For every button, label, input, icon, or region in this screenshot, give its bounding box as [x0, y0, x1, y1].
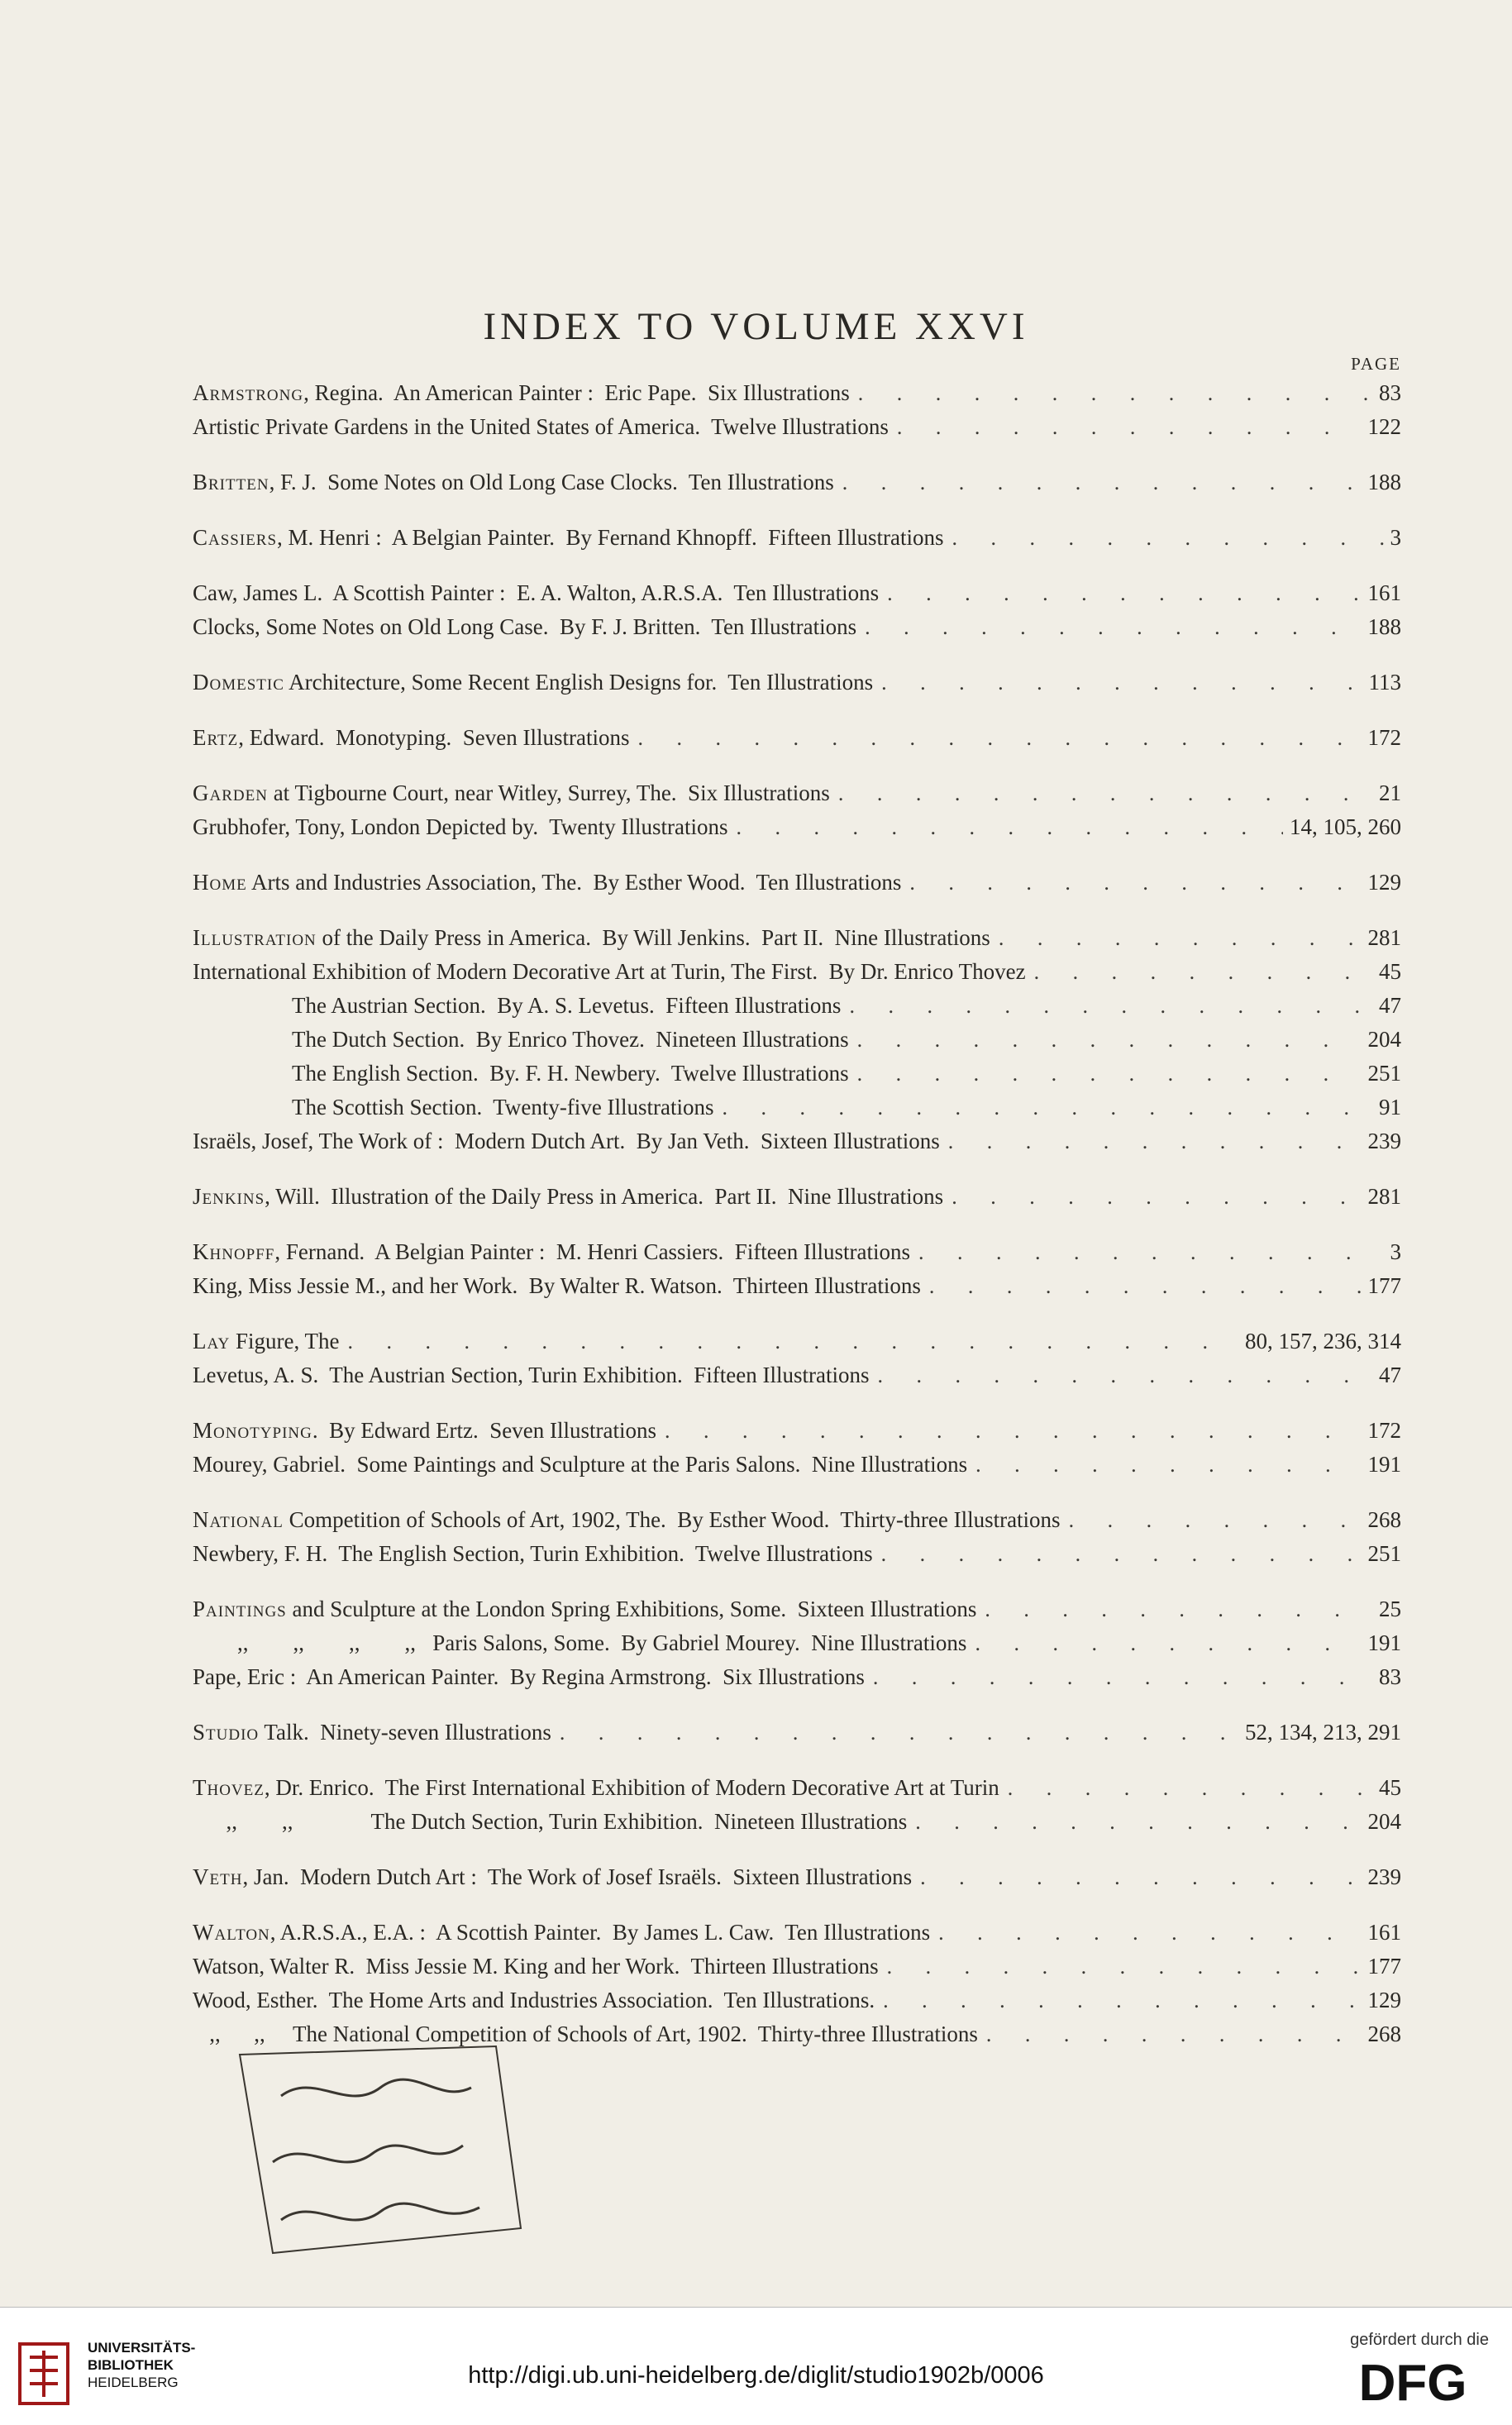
- leader-dots: [930, 1916, 1361, 1950]
- entry-text-segment: Grubhofer, Tony, London Depicted by. Twenty Illustrations: [193, 814, 728, 839]
- leader-dots: [849, 1023, 1362, 1057]
- leader-dots: [999, 1771, 1372, 1805]
- index-entry: [193, 1414, 1401, 1448]
- index-entry: [193, 1124, 1401, 1158]
- entry-text-segment: , Regina. An American Painter : Eric Pape. Six Illustrations: [303, 380, 850, 405]
- entry-page-number: 45: [1379, 1775, 1401, 1800]
- leader-dots: [850, 376, 1372, 410]
- entry-text: [193, 955, 1026, 989]
- index-group: [193, 666, 1401, 699]
- entry-page-number: 281: [1367, 925, 1401, 950]
- entry-text: [292, 1057, 849, 1091]
- entry-page-number: 188: [1367, 614, 1401, 639]
- entry-text: [193, 721, 629, 755]
- entry-text: [193, 1592, 976, 1626]
- entry-headword: Walton: [193, 1920, 270, 1945]
- index-group: [193, 1592, 1401, 1694]
- entry-text-segment: , Dr. Enrico. The First International Exhibition of Modern Decorative Art at Turin: [264, 1775, 999, 1800]
- entry-text: [193, 576, 879, 610]
- page-title: INDEX TO VOLUME XXVI: [483, 305, 1029, 348]
- leader-dots: [873, 666, 1362, 699]
- entry-text-segment: Caw, James L. A Scottish Painter : E. A. Walton, A.R.S.A. Ten Illustrations: [193, 580, 880, 605]
- leader-dots: [879, 1950, 1362, 1983]
- index-entry: [193, 576, 1401, 610]
- entry-page-number: 3: [1390, 1239, 1401, 1264]
- entry-text: [193, 1805, 907, 1839]
- entry-page-number: 83: [1379, 1664, 1401, 1689]
- index-entry: [193, 610, 1401, 644]
- leader-dots: [834, 465, 1362, 499]
- entry-page-number: 3: [1390, 525, 1401, 550]
- entry-page-number: 47: [1379, 993, 1401, 1018]
- index-entry: [193, 376, 1401, 410]
- entry-text: [292, 1091, 714, 1124]
- leader-dots: [551, 1716, 1238, 1750]
- index-entry: [193, 1325, 1401, 1358]
- entry-page-number: 177: [1367, 1954, 1401, 1979]
- index-entry: [193, 1269, 1401, 1303]
- entry-page-number: 80, 157, 236, 314: [1245, 1329, 1401, 1353]
- entry-page-number: 172: [1367, 725, 1401, 750]
- index-entry: [193, 1592, 1401, 1626]
- index-entry: [193, 1860, 1401, 1894]
- entry-page-number: 172: [1367, 1418, 1401, 1443]
- entry-headword: Paintings: [193, 1597, 287, 1621]
- leader-dots: [728, 810, 1283, 844]
- index-entry: [193, 410, 1401, 444]
- leader-dots: [656, 1414, 1361, 1448]
- entry-page-number: 191: [1367, 1630, 1401, 1655]
- leader-dots: [841, 989, 1372, 1023]
- entry-page-number: 188: [1367, 470, 1401, 494]
- index-entry: [193, 465, 1401, 499]
- index-group: [193, 465, 1401, 499]
- entry-text: [193, 1414, 656, 1448]
- entry-text-segment: ,, ,, ,, ,, Paris Salons, Some. By Gabriel Mourey. Nine Illustrations: [193, 1630, 967, 1655]
- entry-headword: Veth: [193, 1864, 243, 1889]
- leader-dots: [921, 1269, 1362, 1303]
- library-stamp-image: [223, 2038, 537, 2261]
- entry-headword: Ertz: [193, 725, 239, 750]
- entry-page-number: 161: [1367, 580, 1401, 605]
- index-group: [193, 776, 1401, 844]
- entry-text: [193, 1448, 967, 1482]
- entry-text-segment: and Sculpture at the London Spring Exhibitions, Some. Sixteen Illustrations: [286, 1597, 977, 1621]
- leader-dots: [978, 2017, 1362, 2051]
- funding-note: gefördert durch die: [1350, 2331, 1489, 2349]
- index-entry: [193, 866, 1401, 900]
- entry-page-number: 129: [1367, 1988, 1401, 2012]
- index-entry: [193, 1537, 1401, 1571]
- leader-dots: [1061, 1503, 1362, 1537]
- entry-text: [193, 1983, 875, 2017]
- index-group: [193, 576, 1401, 644]
- entry-page-number: 204: [1367, 1027, 1401, 1052]
- entry-text-segment: The Dutch Section. By Enrico Thovez. Nineteen Illustrations: [292, 1027, 849, 1052]
- entry-text: [193, 866, 901, 900]
- index-group: [193, 921, 1401, 1158]
- entry-text-segment: Wood, Esther. The Home Arts and Industries Association. Ten Illustrations.: [193, 1988, 875, 2012]
- leader-dots: [879, 576, 1361, 610]
- leader-dots: [966, 1626, 1361, 1660]
- entry-text: [193, 1124, 940, 1158]
- entry-text: [292, 1023, 849, 1057]
- index-entry: [193, 1950, 1401, 1983]
- entry-text: [193, 1503, 1061, 1537]
- entry-headword: Britten: [193, 470, 269, 494]
- entry-text: [193, 1235, 910, 1269]
- entry-text-segment: Talk. Ninety-seven Illustrations: [259, 1720, 551, 1745]
- index-group: [193, 376, 1401, 444]
- index-entry: [193, 955, 1401, 989]
- leader-dots: [907, 1805, 1361, 1839]
- index-entry: [193, 1983, 1401, 2017]
- entry-text-segment: ,, ,, The Dutch Section, Turin Exhibition. Nineteen Illustrations: [193, 1809, 908, 1834]
- entry-text-segment: , M. Henri : A Belgian Painter. By Fernand Khnopff. Fifteen Illustrations: [277, 525, 944, 550]
- entry-text-segment: ,, ,, The National Competition of Schools of Art, 1902. Thirty-three Illustrations: [193, 2022, 978, 2046]
- index-group: [193, 1235, 1401, 1303]
- leader-dots: [943, 1180, 1361, 1214]
- index-group: [193, 521, 1401, 555]
- index-entry: [193, 521, 1401, 555]
- entry-text-segment: Israëls, Josef, The Work of : Modern Dutch Art. By Jan Veth. Sixteen Illustrations: [193, 1129, 940, 1153]
- entry-text: [193, 1269, 921, 1303]
- entry-text-segment: The Scottish Section. Twenty-five Illustrations: [292, 1095, 714, 1119]
- entry-text: [193, 810, 728, 844]
- index-group: [193, 1771, 1401, 1839]
- page-column-label: PAGE: [1351, 354, 1401, 374]
- entry-text: [193, 921, 990, 955]
- leader-dots: [849, 1057, 1362, 1091]
- entry-page-number: 91: [1379, 1095, 1401, 1119]
- index-entry: [193, 810, 1401, 844]
- entry-page-number: 204: [1367, 1809, 1401, 1834]
- leader-dots: [714, 1091, 1372, 1124]
- entry-text: [193, 465, 834, 499]
- entry-text-segment: Watson, Walter R. Miss Jessie M. King and her Work. Thirteen Illustrations: [193, 1954, 879, 1979]
- entry-page-number: 129: [1367, 870, 1401, 895]
- entry-text: [193, 1771, 999, 1805]
- entry-page-number: 122: [1367, 414, 1401, 439]
- entry-text-segment: Levetus, A. S. The Austrian Section, Turin Exhibition. Fifteen Illustrations: [193, 1363, 870, 1387]
- entry-headword: Armstrong: [193, 380, 304, 405]
- entry-page-number: 268: [1367, 1507, 1401, 1532]
- entry-text-segment: Competition of Schools of Art, 1902, The. By Esther Wood. Thirty-three Illustrations: [283, 1507, 1061, 1532]
- entry-text-segment: Artistic Private Gardens in the United States of America. Twelve Illustrations: [193, 414, 889, 439]
- entry-page-number: 251: [1367, 1541, 1401, 1566]
- index-entry: [193, 1626, 1401, 1660]
- dfg-logo-text: DFG: [1358, 2356, 1467, 2407]
- entry-text: [193, 1180, 943, 1214]
- entry-page-number: 177: [1367, 1273, 1401, 1298]
- permalink-url[interactable]: http://digi.ub.uni-heidelberg.de/diglit/studio1902b/0006: [468, 2362, 1044, 2389]
- leader-dots: [1026, 955, 1372, 989]
- index-entry: [193, 1091, 1401, 1124]
- index-entry: [193, 1660, 1401, 1694]
- entry-text: [193, 1916, 930, 1950]
- entry-page-number: 268: [1367, 2022, 1401, 2046]
- entry-text-segment: Clocks, Some Notes on Old Long Case. By F. J. Britten. Ten Illustrations: [193, 614, 857, 639]
- entry-text-segment: , A.R.S.A., E.A. : A Scottish Painter. By James L. Caw. Ten Illustrations: [269, 1920, 931, 1945]
- dfg-logo-icon: [1338, 2356, 1487, 2407]
- index-group: [193, 1716, 1401, 1750]
- index-entry: [193, 1716, 1401, 1750]
- leader-dots: [990, 921, 1362, 955]
- entry-text: [193, 1626, 966, 1660]
- entry-text: [193, 1716, 551, 1750]
- entry-text-segment: , Jan. Modern Dutch Art : The Work of Josef Israëls. Sixteen Illustrations: [242, 1864, 913, 1889]
- entry-page-number: 25: [1379, 1597, 1401, 1621]
- index-entries: [193, 376, 1401, 2073]
- entry-text: [292, 989, 841, 1023]
- index-entry: [193, 1180, 1401, 1214]
- index-group: [193, 1325, 1401, 1392]
- library-name-line1: UNIVERSITÄTS-: [88, 2340, 196, 2356]
- entry-headword: Jenkins: [193, 1184, 265, 1209]
- entry-text: [193, 1660, 865, 1694]
- entry-text: [193, 1358, 869, 1392]
- index-entry: [193, 989, 1401, 1023]
- entry-page-number: 239: [1367, 1129, 1401, 1153]
- index-entry: [193, 666, 1401, 699]
- entry-page-number: 52, 134, 213, 291: [1245, 1720, 1401, 1745]
- index-entry: [193, 1235, 1401, 1269]
- index-entry: [193, 1771, 1401, 1805]
- footer-bar: [0, 2307, 1512, 2425]
- index-group: [193, 866, 1401, 900]
- index-entry: [193, 776, 1401, 810]
- entry-headword: Cassiers: [193, 525, 278, 550]
- leader-dots: [967, 1448, 1361, 1482]
- leader-dots: [856, 610, 1361, 644]
- leader-dots: [865, 1660, 1372, 1694]
- leader-dots: [830, 776, 1372, 810]
- entry-text-segment: Architecture, Some Recent English Designs for. Ten Illustrations: [284, 670, 874, 695]
- index-entry: [193, 1057, 1401, 1091]
- entry-text: [193, 410, 889, 444]
- leader-dots: [940, 1124, 1362, 1158]
- leader-dots: [889, 410, 1362, 444]
- index-entry: [193, 1358, 1401, 1392]
- entry-page-number: 83: [1379, 380, 1401, 405]
- index-group: [193, 1916, 1401, 2051]
- leader-dots: [976, 1592, 1372, 1626]
- entry-headword: Illustration: [193, 925, 317, 950]
- entry-page-number: 21: [1379, 780, 1401, 805]
- entry-text: [193, 521, 943, 555]
- entry-page-number: 239: [1367, 1864, 1401, 1889]
- entry-text-segment: Newbery, F. H. The English Section, Turin Exhibition. Twelve Illustrations: [193, 1541, 873, 1566]
- leader-dots: [873, 1537, 1362, 1571]
- entry-text-segment: Pape, Eric : An American Painter. By Regina Armstrong. Six Illustrations: [193, 1664, 865, 1689]
- entry-text-segment: Mourey, Gabriel. Some Paintings and Sculpture at the Paris Salons. Nine Illustrations: [193, 1452, 968, 1477]
- entry-page-number: 251: [1367, 1061, 1401, 1086]
- index-entry: [193, 921, 1401, 955]
- leader-dots: [629, 721, 1361, 755]
- entry-text-segment: of the Daily Press in America. By Will Jenkins. Part II. Nine Illustrations: [316, 925, 990, 950]
- entry-text-segment: Figure, The: [230, 1329, 340, 1353]
- entry-headword: Monotyping: [193, 1418, 312, 1443]
- entry-headword: Khnopff: [193, 1239, 275, 1264]
- entry-text: [193, 776, 830, 810]
- index-group: [193, 1414, 1401, 1482]
- index-entry: [193, 1448, 1401, 1482]
- entry-text: [193, 1325, 339, 1358]
- index-entry: [193, 1805, 1401, 1839]
- entry-headword: Garden: [193, 780, 268, 805]
- leader-dots: [875, 1983, 1361, 2017]
- entry-text-segment: , F. J. Some Notes on Old Long Case Clocks. Ten Illustrations: [269, 470, 834, 494]
- entry-page-number: 45: [1379, 959, 1401, 984]
- entry-page-number: 113: [1368, 670, 1401, 695]
- index-group: [193, 1180, 1401, 1214]
- entry-text: [193, 376, 850, 410]
- entry-text: [193, 610, 856, 644]
- entry-text-segment: International Exhibition of Modern Decorative Art at Turin, The First. By Dr. Enrico Thovez: [193, 959, 1026, 984]
- library-name-line2: BIBLIOTHEK: [88, 2357, 174, 2373]
- entry-text-segment: . By Edward Ertz. Seven Illustrations: [312, 1418, 657, 1443]
- entry-page-number: 14, 105, 260: [1290, 814, 1401, 839]
- index-entry: [193, 721, 1401, 755]
- entry-page-number: 191: [1367, 1452, 1401, 1477]
- entry-page-number: 161: [1367, 1920, 1401, 1945]
- entry-page-number: 281: [1367, 1184, 1401, 1209]
- leader-dots: [339, 1325, 1238, 1358]
- entry-text: [193, 1860, 912, 1894]
- entry-text-segment: , Will. Illustration of the Daily Press in America. Part II. Nine Illustrations: [265, 1184, 944, 1209]
- entry-text-segment: at Tigbourne Court, near Witley, Surrey, The. Six Illustrations: [267, 780, 830, 805]
- index-entry: [193, 1503, 1401, 1537]
- entry-text-segment: The Austrian Section. By A. S. Levetus. Fifteen Illustrations: [292, 993, 842, 1018]
- entry-headword: National: [193, 1507, 284, 1532]
- leader-dots: [943, 521, 1383, 555]
- entry-text-segment: , Edward. Monotyping. Seven Illustrations: [238, 725, 630, 750]
- index-entry: [193, 1916, 1401, 1950]
- index-group: [193, 1860, 1401, 1894]
- index-entry: [193, 1023, 1401, 1057]
- library-name-line3: HEIDELBERG: [88, 2375, 179, 2390]
- leader-dots: [912, 1860, 1361, 1894]
- index-group: [193, 721, 1401, 755]
- index-group: [193, 1503, 1401, 1571]
- leader-dots: [901, 866, 1361, 900]
- entry-page-number: 47: [1379, 1363, 1401, 1387]
- entry-text: [193, 666, 873, 699]
- entry-text-segment: King, Miss Jessie M., and her Work. By Walter R. Watson. Thirteen Illustrations: [193, 1273, 921, 1298]
- entry-text: [193, 1950, 879, 1983]
- leader-dots: [869, 1358, 1372, 1392]
- entry-headword: Lay: [193, 1329, 231, 1353]
- entry-headword: Thovez: [193, 1775, 265, 1800]
- entry-text-segment: The English Section. By. F. H. Newbery. Twelve Illustrations: [292, 1061, 849, 1086]
- entry-headword: Domestic: [193, 670, 284, 695]
- entry-headword: Studio: [193, 1720, 260, 1745]
- leader-dots: [910, 1235, 1383, 1269]
- entry-text-segment: Arts and Industries Association, The. By Esther Wood. Ten Illustrations: [246, 870, 902, 895]
- entry-text: [193, 1537, 873, 1571]
- entry-text-segment: , Fernand. A Belgian Painter : M. Henri Cassiers. Fifteen Illustrations: [274, 1239, 911, 1264]
- entry-headword: Home: [193, 870, 247, 895]
